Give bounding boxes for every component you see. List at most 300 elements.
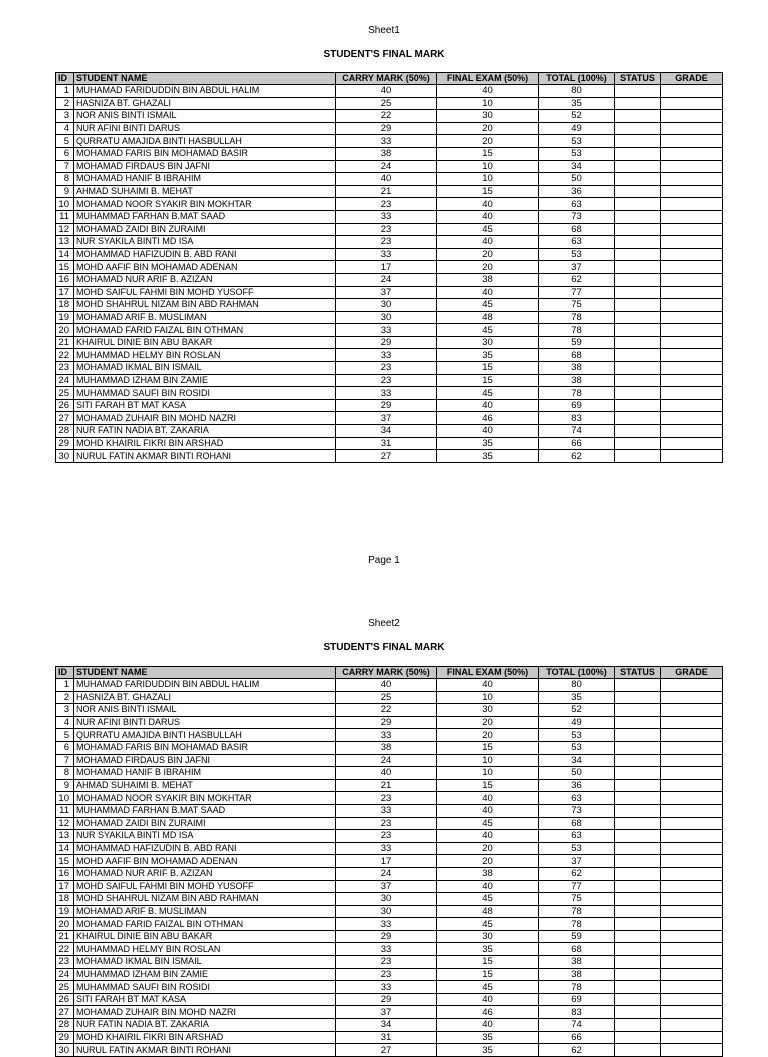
table-row (56, 968, 723, 981)
table-row (56, 918, 723, 931)
cell-grade (661, 1031, 723, 1044)
cell-final-exam: 20 (437, 716, 539, 729)
cell-carry-mark: 33 (336, 349, 437, 362)
cell-student-name: MOHAMAD ZUHAIR BIN MOHD NAZRI (74, 1006, 336, 1019)
cell-id: 8 (56, 173, 74, 186)
table-header-row (56, 73, 723, 85)
cell-status (615, 236, 661, 249)
cell-final-exam: 20 (437, 855, 539, 868)
table-row (56, 779, 723, 792)
cell-total: 74 (539, 425, 615, 438)
cell-total: 77 (539, 286, 615, 299)
cell-grade (661, 147, 723, 160)
cell-status (615, 729, 661, 742)
cell-status (615, 437, 661, 450)
cell-id: 30 (56, 1044, 74, 1057)
cell-total: 62 (539, 1044, 615, 1057)
cell-id: 22 (56, 943, 74, 956)
cell-total: 80 (539, 85, 615, 98)
cell-id: 14 (56, 842, 74, 855)
cell-grade (661, 85, 723, 98)
cell-status (615, 425, 661, 438)
marks-table (55, 666, 723, 1057)
cell-final-exam: 15 (437, 374, 539, 387)
cell-carry-mark: 22 (336, 704, 437, 717)
cell-status (615, 210, 661, 223)
cell-grade (661, 311, 723, 324)
table-row (56, 336, 723, 349)
cell-carry-mark: 40 (336, 85, 437, 98)
cell-total: 78 (539, 905, 615, 918)
cell-id: 2 (56, 691, 74, 704)
cell-carry-mark: 23 (336, 198, 437, 211)
cell-grade (661, 691, 723, 704)
cell-final-exam: 15 (437, 362, 539, 375)
cell-status (615, 273, 661, 286)
cell-id: 17 (56, 286, 74, 299)
cell-status (615, 792, 661, 805)
cell-carry-mark: 23 (336, 792, 437, 805)
cell-total: 68 (539, 223, 615, 236)
cell-id: 13 (56, 830, 74, 843)
cell-carry-mark: 33 (336, 842, 437, 855)
cell-carry-mark: 22 (336, 110, 437, 123)
table-row (56, 956, 723, 969)
cell-carry-mark: 33 (336, 918, 437, 931)
cell-carry-mark: 34 (336, 1019, 437, 1032)
cell-grade (661, 273, 723, 286)
cell-student-name: MOHAMMAD HAFIZUDIN B. ABD RANI (74, 248, 336, 261)
cell-final-exam: 10 (437, 173, 539, 186)
cell-grade (661, 741, 723, 754)
cell-carry-mark: 37 (336, 1006, 437, 1019)
cell-id: 19 (56, 311, 74, 324)
cell-id: 7 (56, 160, 74, 173)
cell-total: 53 (539, 135, 615, 148)
cell-student-name: MOHD SAIFUL FAHMI BIN MOHD YUSOFF (74, 286, 336, 299)
cell-total: 36 (539, 185, 615, 198)
cell-student-name: NUR AFINI BINTI DARUS (74, 716, 336, 729)
cell-carry-mark: 37 (336, 286, 437, 299)
cell-student-name: MUHAMMAD IZHAM BIN ZAMIE (74, 968, 336, 981)
table-row (56, 754, 723, 767)
cell-id: 16 (56, 867, 74, 880)
cell-id: 28 (56, 1019, 74, 1032)
cell-student-name: NURUL FATIN AKMAR BINTI ROHANI (74, 1044, 336, 1057)
sheet-label: Sheet1 (368, 25, 400, 36)
cell-total: 35 (539, 97, 615, 110)
cell-student-name: MUHAMMAD FARHAN B.MAT SAAD (74, 210, 336, 223)
col-header-status: STATUS (615, 667, 661, 679)
cell-status (615, 399, 661, 412)
cell-total: 77 (539, 880, 615, 893)
cell-id: 11 (56, 804, 74, 817)
cell-student-name: QURRATU AMAJIDA BINTI HASBULLAH (74, 729, 336, 742)
cell-total: 75 (539, 299, 615, 312)
col-header-final-exam: FINAL EXAM (50%) (437, 73, 539, 85)
cell-grade (661, 930, 723, 943)
cell-student-name: MOHAMAD IKMAL BIN ISMAIL (74, 362, 336, 375)
cell-status (615, 223, 661, 236)
cell-total: 63 (539, 830, 615, 843)
cell-grade (661, 412, 723, 425)
cell-grade (661, 792, 723, 805)
marks-table (55, 72, 723, 463)
table-row (56, 299, 723, 312)
cell-id: 4 (56, 716, 74, 729)
cell-status (615, 918, 661, 931)
cell-grade (661, 173, 723, 186)
col-header-grade: GRADE (661, 667, 723, 679)
cell-total: 36 (539, 779, 615, 792)
table-row (56, 981, 723, 994)
cell-id: 3 (56, 704, 74, 717)
cell-final-exam: 45 (437, 893, 539, 906)
cell-total: 66 (539, 437, 615, 450)
cell-carry-mark: 33 (336, 135, 437, 148)
cell-grade (661, 248, 723, 261)
cell-id: 11 (56, 210, 74, 223)
cell-total: 66 (539, 1031, 615, 1044)
cell-grade (661, 918, 723, 931)
cell-grade (661, 893, 723, 906)
cell-final-exam: 10 (437, 754, 539, 767)
cell-status (615, 741, 661, 754)
cell-id: 21 (56, 930, 74, 943)
cell-carry-mark: 40 (336, 679, 437, 692)
cell-final-exam: 20 (437, 122, 539, 135)
cell-total: 74 (539, 1019, 615, 1032)
cell-total: 83 (539, 1006, 615, 1019)
cell-final-exam: 40 (437, 830, 539, 843)
cell-status (615, 173, 661, 186)
cell-student-name: MOHD KHAIRIL FIKRI BIN ARSHAD (74, 1031, 336, 1044)
table-row (56, 437, 723, 450)
cell-final-exam: 48 (437, 311, 539, 324)
cell-carry-mark: 31 (336, 437, 437, 450)
cell-status (615, 248, 661, 261)
cell-id: 6 (56, 741, 74, 754)
cell-final-exam: 20 (437, 135, 539, 148)
cell-final-exam: 46 (437, 1006, 539, 1019)
cell-carry-mark: 17 (336, 261, 437, 274)
cell-final-exam: 30 (437, 930, 539, 943)
cell-total: 69 (539, 993, 615, 1006)
cell-carry-mark: 29 (336, 716, 437, 729)
cell-final-exam: 45 (437, 299, 539, 312)
cell-final-exam: 15 (437, 956, 539, 969)
cell-grade (661, 425, 723, 438)
table-row (56, 1019, 723, 1032)
cell-carry-mark: 29 (336, 993, 437, 1006)
cell-student-name: HASNIZA BT. GHAZALI (74, 691, 336, 704)
cell-total: 59 (539, 336, 615, 349)
cell-final-exam: 46 (437, 412, 539, 425)
cell-student-name: MUHAMAD FARIDUDDIN BIN ABDUL HALIM (74, 679, 336, 692)
cell-id: 29 (56, 437, 74, 450)
table-row (56, 792, 723, 805)
table-row (56, 880, 723, 893)
cell-final-exam: 40 (437, 425, 539, 438)
table-row (56, 1031, 723, 1044)
cell-status (615, 1031, 661, 1044)
cell-grade (661, 830, 723, 843)
cell-student-name: NUR SYAKILA BINTI MD ISA (74, 236, 336, 249)
cell-student-name: MOHD KHAIRIL FIKRI BIN ARSHAD (74, 437, 336, 450)
cell-student-name: NURUL FATIN AKMAR BINTI ROHANI (74, 450, 336, 463)
cell-status (615, 362, 661, 375)
cell-carry-mark: 24 (336, 273, 437, 286)
cell-carry-mark: 23 (336, 374, 437, 387)
cell-total: 73 (539, 804, 615, 817)
table-row (56, 817, 723, 830)
cell-grade (661, 374, 723, 387)
cell-status (615, 842, 661, 855)
cell-student-name: MUHAMMAD SAUFI BIN ROSIDI (74, 387, 336, 400)
table-row (56, 85, 723, 98)
cell-id: 8 (56, 767, 74, 780)
cell-final-exam: 40 (437, 198, 539, 211)
col-header-total: TOTAL (100%) (539, 73, 615, 85)
cell-carry-mark: 31 (336, 1031, 437, 1044)
cell-carry-mark: 40 (336, 173, 437, 186)
cell-total: 78 (539, 311, 615, 324)
cell-id: 26 (56, 993, 74, 1006)
cell-id: 29 (56, 1031, 74, 1044)
table-row (56, 248, 723, 261)
cell-total: 37 (539, 855, 615, 868)
cell-status (615, 412, 661, 425)
cell-status (615, 956, 661, 969)
cell-id: 19 (56, 905, 74, 918)
cell-id: 10 (56, 198, 74, 211)
cell-student-name: HASNIZA BT. GHAZALI (74, 97, 336, 110)
cell-final-exam: 10 (437, 691, 539, 704)
cell-status (615, 387, 661, 400)
cell-status (615, 981, 661, 994)
cell-grade (661, 716, 723, 729)
cell-id: 27 (56, 412, 74, 425)
cell-status (615, 993, 661, 1006)
report-title: STUDENT'S FINAL MARK (323, 642, 445, 653)
cell-student-name: SITI FARAH BT MAT KASA (74, 399, 336, 412)
cell-final-exam: 15 (437, 968, 539, 981)
cell-carry-mark: 40 (336, 767, 437, 780)
cell-total: 49 (539, 716, 615, 729)
cell-total: 78 (539, 387, 615, 400)
cell-total: 38 (539, 374, 615, 387)
table-row (56, 679, 723, 692)
table-row (56, 362, 723, 375)
cell-id: 18 (56, 299, 74, 312)
cell-id: 21 (56, 336, 74, 349)
cell-status (615, 160, 661, 173)
cell-student-name: NUR SYAKILA BINTI MD ISA (74, 830, 336, 843)
cell-status (615, 349, 661, 362)
cell-grade (661, 968, 723, 981)
cell-final-exam: 45 (437, 817, 539, 830)
cell-id: 2 (56, 97, 74, 110)
cell-student-name: NUR FATIN NADIA BT. ZAKARIA (74, 1019, 336, 1032)
cell-total: 35 (539, 691, 615, 704)
table-row (56, 236, 723, 249)
cell-status (615, 691, 661, 704)
col-header-total: TOTAL (100%) (539, 667, 615, 679)
cell-id: 25 (56, 981, 74, 994)
cell-carry-mark: 33 (336, 387, 437, 400)
cell-status (615, 299, 661, 312)
cell-total: 68 (539, 943, 615, 956)
cell-student-name: MOHAMAD NOOR SYAKIR BIN MOKHTAR (74, 792, 336, 805)
cell-final-exam: 45 (437, 387, 539, 400)
cell-total: 59 (539, 930, 615, 943)
table-row (56, 349, 723, 362)
cell-final-exam: 45 (437, 918, 539, 931)
table-row (56, 729, 723, 742)
cell-total: 53 (539, 147, 615, 160)
cell-final-exam: 35 (437, 1031, 539, 1044)
cell-id: 16 (56, 273, 74, 286)
cell-carry-mark: 29 (336, 399, 437, 412)
cell-student-name: NOR ANIS BINTI ISMAIL (74, 704, 336, 717)
cell-status (615, 704, 661, 717)
cell-carry-mark: 27 (336, 1044, 437, 1057)
cell-grade (661, 704, 723, 717)
cell-id: 30 (56, 450, 74, 463)
cell-id: 4 (56, 122, 74, 135)
cell-status (615, 767, 661, 780)
cell-grade (661, 1044, 723, 1057)
cell-student-name: MOHAMAD FARIS BIN MOHAMAD BASIR (74, 741, 336, 754)
cell-student-name: SITI FARAH BT MAT KASA (74, 993, 336, 1006)
cell-final-exam: 40 (437, 792, 539, 805)
cell-status (615, 311, 661, 324)
cell-final-exam: 40 (437, 804, 539, 817)
cell-grade (661, 198, 723, 211)
cell-carry-mark: 23 (336, 830, 437, 843)
cell-total: 68 (539, 817, 615, 830)
table-row (56, 223, 723, 236)
table-row (56, 135, 723, 148)
cell-total: 78 (539, 981, 615, 994)
cell-total: 34 (539, 754, 615, 767)
cell-final-exam: 40 (437, 880, 539, 893)
cell-status (615, 968, 661, 981)
cell-id: 13 (56, 236, 74, 249)
cell-grade (661, 956, 723, 969)
cell-id: 22 (56, 349, 74, 362)
cell-status (615, 855, 661, 868)
cell-total: 53 (539, 842, 615, 855)
cell-grade (661, 135, 723, 148)
table-row (56, 741, 723, 754)
cell-final-exam: 15 (437, 147, 539, 160)
cell-student-name: MUHAMMAD SAUFI BIN ROSIDI (74, 981, 336, 994)
cell-status (615, 679, 661, 692)
cell-final-exam: 40 (437, 679, 539, 692)
cell-carry-mark: 23 (336, 223, 437, 236)
cell-total: 38 (539, 956, 615, 969)
cell-student-name: MOHAMAD FARID FAIZAL BIN OTHMAN (74, 324, 336, 337)
cell-student-name: MOHAMAD ZAIDI BIN ZURAIMI (74, 817, 336, 830)
cell-status (615, 804, 661, 817)
cell-id: 3 (56, 110, 74, 123)
table-row (56, 273, 723, 286)
table-row (56, 210, 723, 223)
cell-total: 63 (539, 236, 615, 249)
cell-student-name: MOHD AAFIF BIN MOHAMAD ADENAN (74, 261, 336, 274)
cell-id: 17 (56, 880, 74, 893)
cell-grade (661, 993, 723, 1006)
cell-id: 5 (56, 729, 74, 742)
cell-total: 78 (539, 324, 615, 337)
cell-final-exam: 20 (437, 248, 539, 261)
cell-status (615, 930, 661, 943)
cell-student-name: MOHD SHAHRUL NIZAM BIN ABD RAHMAN (74, 299, 336, 312)
cell-grade (661, 210, 723, 223)
cell-final-exam: 10 (437, 160, 539, 173)
cell-total: 69 (539, 399, 615, 412)
table-row (56, 198, 723, 211)
cell-status (615, 817, 661, 830)
cell-student-name: MOHAMAD ZAIDI BIN ZURAIMI (74, 223, 336, 236)
cell-carry-mark: 38 (336, 147, 437, 160)
cell-status (615, 450, 661, 463)
cell-grade (661, 779, 723, 792)
cell-student-name: KHAIRUL DINIE BIN ABU BAKAR (74, 336, 336, 349)
cell-status (615, 880, 661, 893)
cell-id: 28 (56, 425, 74, 438)
cell-final-exam: 38 (437, 273, 539, 286)
cell-id: 24 (56, 374, 74, 387)
cell-grade (661, 867, 723, 880)
page-footer: Page 1 (368, 555, 400, 566)
cell-status (615, 198, 661, 211)
cell-grade (661, 804, 723, 817)
cell-grade (661, 450, 723, 463)
cell-status (615, 905, 661, 918)
cell-carry-mark: 33 (336, 804, 437, 817)
cell-status (615, 867, 661, 880)
cell-student-name: NOR ANIS BINTI ISMAIL (74, 110, 336, 123)
cell-id: 5 (56, 135, 74, 148)
cell-total: 83 (539, 412, 615, 425)
table-row (56, 324, 723, 337)
table-row (56, 160, 723, 173)
cell-id: 18 (56, 893, 74, 906)
cell-total: 63 (539, 792, 615, 805)
cell-final-exam: 40 (437, 286, 539, 299)
cell-final-exam: 10 (437, 97, 539, 110)
cell-final-exam: 15 (437, 185, 539, 198)
cell-id: 26 (56, 399, 74, 412)
cell-grade (661, 1019, 723, 1032)
cell-id: 23 (56, 362, 74, 375)
cell-id: 20 (56, 918, 74, 931)
cell-status (615, 110, 661, 123)
cell-final-exam: 20 (437, 842, 539, 855)
cell-student-name: NUR AFINI BINTI DARUS (74, 122, 336, 135)
cell-carry-mark: 17 (336, 855, 437, 868)
cell-total: 63 (539, 198, 615, 211)
cell-total: 52 (539, 704, 615, 717)
cell-id: 7 (56, 754, 74, 767)
table-row (56, 1006, 723, 1019)
cell-final-exam: 15 (437, 741, 539, 754)
table-row (56, 185, 723, 198)
cell-carry-mark: 25 (336, 97, 437, 110)
cell-total: 73 (539, 210, 615, 223)
